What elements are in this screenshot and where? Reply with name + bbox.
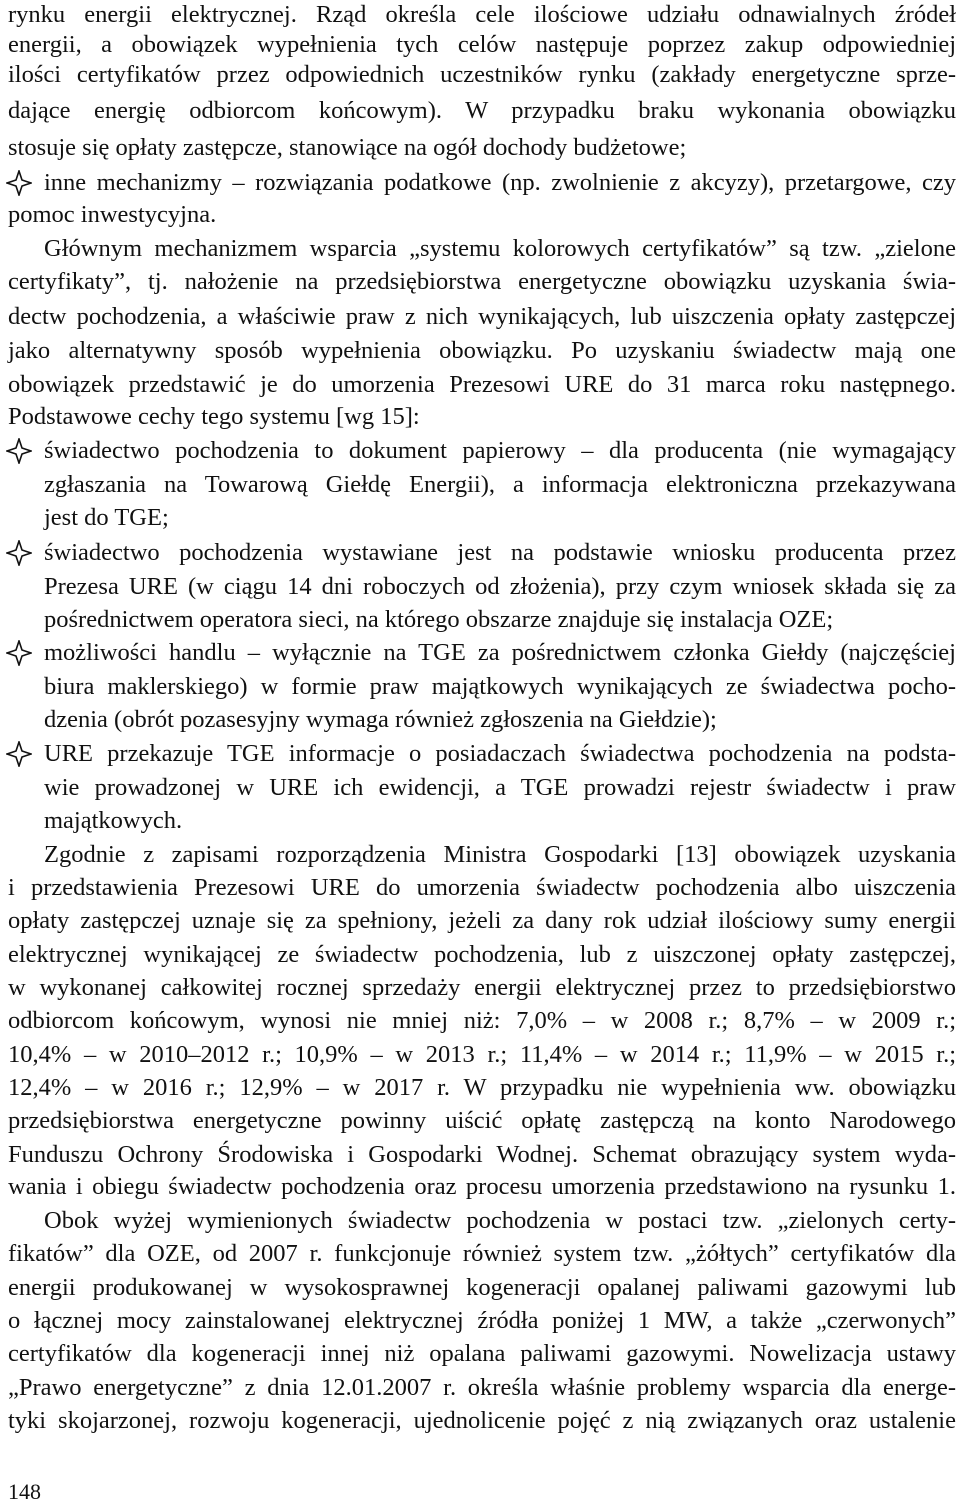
text-line: obowiązek przedstawić je do umorzenia Prezesowi URE do 31 marca roku następnego.	[8, 371, 956, 398]
text-line: o łącznej mocy zainstalowanej elektrycznej źródła poniżej 1 MW, a także „czerwonych”	[8, 1307, 956, 1334]
text-line: świadectwo pochodzenia wystawiane jest na podstawie wniosku producenta przez	[44, 539, 956, 566]
text-line: pośrednictwem operatora sieci, na którego obszarze znajduje się instalacja OZE;	[44, 606, 834, 633]
text-line: majątkowych.	[44, 807, 183, 834]
text-line: Funduszu Ochrony Środowiska i Gospodarki Wodnej. Schemat obrazujący system wyda-	[8, 1141, 956, 1168]
page-number: 148	[8, 1479, 41, 1504]
text-line: zgłaszania na Towarową Giełdę Energii), a informacja elektroniczna przekazywana	[44, 471, 956, 498]
text-line: wie prowadzonej w URE ich ewidencji, a TGE prowadzi rejestr świadectw i praw	[44, 774, 956, 801]
text-line: Podstawowe cechy tego systemu [wg 15]:	[8, 403, 420, 430]
text-line: Głównym mechanizmem wsparcia „systemu kolorowych certyfikatów” są tzw. „zielone	[44, 235, 956, 262]
text-line: inne mechanizmy – rozwiązania podatkowe (np. zwolnienie z akcyzy), przetargowe, czy	[44, 169, 956, 196]
text-line: odbiorcom końcowym, wynosi nie mniej niż: 7,0% – w 2008 r.; 8,7% – w 2009 r.;	[8, 1007, 956, 1034]
text-line: jako alternatywny sposób wypełnienia obowiązku. Po uzyskaniu świadectw mają one	[8, 337, 956, 364]
text-line: ilości certyfikatów przez odpowiednich uczestników rynku (zakłady energetyczne sprze-	[8, 61, 956, 88]
text-line: elektrycznej wynikającej ze świadectw pochodzenia, lub z uiszczonej opłaty zastępczej,	[8, 941, 956, 968]
text-line: przedsiębiorstwa energetyczne powinny uiścić opłatę zastępczą na konto Narodowego	[8, 1107, 956, 1134]
four-point-star-icon	[6, 640, 32, 666]
text-line: w wykonanej całkowitej rocznej sprzedaży energii elektrycznej przez to przedsiębiorstwo	[8, 974, 956, 1001]
text-line: rynku energii elektrycznej. Rząd określa cele ilościowe udziału odnawialnych źródeł	[8, 1, 956, 28]
text-line: fikatów” dla OZE, od 2007 r. funkcjonuje również system tzw. „żółtych” certyfikatów dla	[8, 1240, 956, 1267]
four-point-star-icon	[6, 540, 32, 566]
text-line: energii produkowanej w wysokosprawnej kogeneracji opalanej paliwami gazowymi lub	[8, 1274, 956, 1301]
text-line: energii, a obowiązek wypełnienia tych celów następuje poprzez zakup odpowiedniej	[8, 31, 956, 58]
text-line: 12,4% – w 2016 r.; 12,9% – w 2017 r. W przypadku nie wypełnienia ww. obowiązku	[8, 1074, 956, 1101]
text-line: dzenia (obrót pozasesyjny wymaga również zgłoszenia na Giełdzie);	[44, 706, 717, 733]
text-line: możliwości handlu – wyłącznie na TGE za pośrednictwem członka Giełdy (najczęściej	[44, 639, 956, 666]
text-line: biura maklerskiego) w formie praw majątkowych wynikających ze świadectwa pocho-	[44, 673, 956, 700]
four-point-star-icon	[6, 170, 32, 196]
text-line: certyfikatów dla kogeneracji innej niż opalana paliwami gazowymi. Nowelizacja ustawy	[8, 1340, 956, 1367]
text-line: dectw pochodzenia, a właściwie praw z nich wynikających, lub uiszczenia opłaty zastępczej	[8, 303, 956, 330]
four-point-star-icon	[6, 741, 32, 767]
four-point-star-icon	[6, 438, 32, 464]
text-line: Zgodnie z zapisami rozporządzenia Ministra Gospodarki [13] obowiązek uzyskania	[44, 841, 956, 868]
text-line: tyki skojarzonej, rozwoju kogeneracji, ujednolicenie pojęć z nią związanych oraz ustalenie	[8, 1407, 956, 1434]
text-line: dające energię odbiorcom końcowym). W przypadku braku wykonania obowiązku	[8, 97, 956, 124]
text-line: Prezesa URE (w ciągu 14 dni roboczych od złożenia), przy czym wniosek składa się za	[44, 573, 956, 600]
text-line: jest do TGE;	[44, 504, 169, 531]
text-line: certyfikaty”, tj. nałożenie na przedsiębiorstwa energetyczne obowiązku uzyskania świa-	[8, 268, 956, 295]
text-line: 10,4% – w 2010–2012 r.; 10,9% – w 2013 r.; 11,4% – w 2014 r.; 11,9% – w 2015 r.;	[8, 1041, 956, 1068]
text-line: Obok wyżej wymienionych świadectw pochodzenia w postaci tzw. „zielonych certy-	[44, 1207, 956, 1234]
text-line: pomoc inwestycyjna.	[8, 201, 217, 228]
text-line: URE przekazuje TGE informacje o posiadaczach świadectwa pochodzenia na podsta-	[44, 740, 956, 767]
text-line: opłaty zastępczej uznaje się za spełniony, jeżeli za dany rok udział ilościowy sumy energii	[8, 907, 956, 934]
text-line: wania i obiegu świadectw pochodzenia oraz procesu umorzenia przedstawiono na rysunku 1.	[8, 1173, 956, 1200]
text-line: „Prawo energetyczne” z dnia 12.01.2007 r. określa właśnie problemy wsparcia dla energe-	[8, 1374, 956, 1401]
text-line: świadectwo pochodzenia to dokument papierowy – dla producenta (nie wymagający	[44, 437, 956, 464]
text-line: stosuje się opłaty zastępcze, stanowiące na ogół dochody budżetowe;	[8, 134, 687, 161]
text-line: i przedstawienia Prezesowi URE do umorzenia świadectw pochodzenia albo uiszczenia	[8, 874, 956, 901]
